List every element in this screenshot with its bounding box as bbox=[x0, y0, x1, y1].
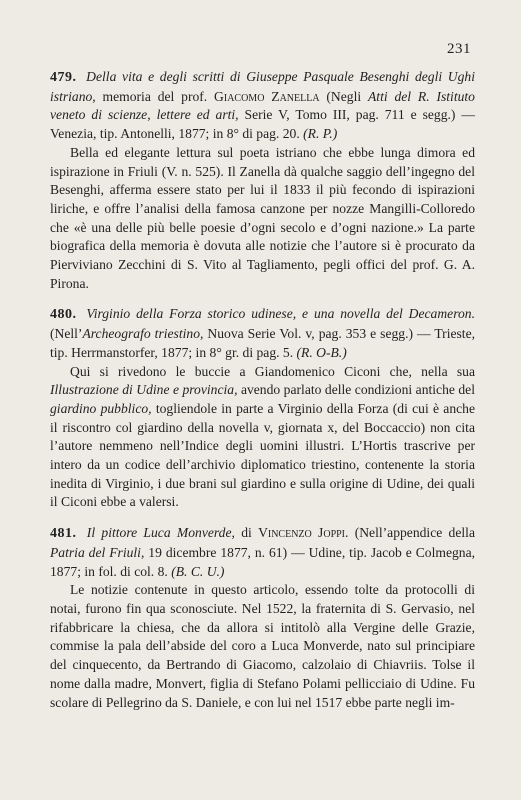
work-title: Della vita e degli scritti di Giuseppe Pasquale Besenghi degli Ughi istriano, bbox=[50, 69, 475, 104]
author-name: Vincenzo Joppi. bbox=[258, 525, 349, 541]
citation-text: memoria del prof. bbox=[95, 88, 215, 104]
entry-body bbox=[50, 363, 475, 513]
entry-body: Le notizie contenute in questo articolo, essendo tolte da protocolli di notai, furono fin qua sconosciute. Nel 1522, la fraternita di S. Gervasio, nel rifabbricare la chiesa, che da allora si intitolò alla Vergine delle Grazie, commise la pala dell’abside del coro a Luca Monverde, nato sul principiare del cinquecento, da Bertrando di Giacomo, calzolaio di Chiavriis. Tolse il nome dalla madre, Monvert, figlia di Stefano Polami pellicciaio di Udine. Fu scolare di Pellegrino da S. Daniele, e con lui nel 1517 ebbe parte negli im- bbox=[50, 582, 475, 710]
bibliography-entry bbox=[50, 524, 475, 712]
citation-text: Serie V, Tomo III, pag. 711 e segg.) — Venezia, tip. Antonelli, 1877; in 8° di pag. 20. bbox=[50, 107, 475, 142]
cited-work-title: Illustrazione di Udine e provincia, bbox=[50, 382, 238, 398]
citation-text: di bbox=[234, 525, 259, 541]
work-title: Virginio della Forza storico udinese, e una novella del Decameron. bbox=[86, 306, 475, 322]
library-siglum: (B. C. U.) bbox=[171, 563, 225, 579]
citation-text: Nuova Serie Vol. v, pag. 353 e segg.) — Trieste, tip. Herrmanstorfer, 1877; in 8° gr. di pag. 5. bbox=[50, 326, 476, 360]
journal-title: Patria del Friuli, bbox=[50, 544, 145, 560]
emphasized-term: giardino pubblico, bbox=[50, 400, 152, 416]
bibliography-entry bbox=[50, 305, 475, 512]
entry-citation bbox=[50, 305, 475, 362]
body-text: togliendole in parte a Virginio della Forza (di cui è anche il riscontro col giardino della novella v, giornata x, del Boccaccio) non cita l’autore nemmeno nell’Indice degli uomini illustri. L’Hortis trascrive per intero da un codice dell’archivio diplomatico triestino, contenente la storia inedita di Virginio, i due brani sul giardino e sulla origine di Udine, dei quali il Ciconi ebbe a valersi. bbox=[50, 400, 475, 510]
citation-text: (Negli bbox=[319, 88, 368, 104]
author-name: Giacomo Zanella bbox=[214, 88, 320, 104]
citation-text: (Nell’appendice della bbox=[348, 525, 475, 541]
library-siglum: (R. O-B.) bbox=[296, 344, 347, 360]
citation-text: (Nell’ bbox=[50, 326, 83, 342]
library-siglum: (R. P.) bbox=[303, 126, 338, 142]
entry-number: 480. bbox=[50, 307, 77, 323]
bibliography-entry bbox=[50, 68, 475, 293]
entry-body: Bella ed elegante lettura sul poeta istriano che ebbe lunga dimora ed ispirazione in Friuli (V. n. 525). Il Zanella dà qualche saggio dell’ingegno del Besenghi, afferma essere stato per lui il 1833 il più fecondo di ispirazioni liriche, e offre l’analisi della famosa canzone per nozze Mangilli-Colloredo che «è una delle più belle poesie d’ogni secolo e d’ogni nazione.» La parte biografica della memoria è dovuta alle notizie che l’autore si è procurato da Pierviviano Zecchini di S. Vito al Tagliamento, pegli offici del prof. G. A. Pirona. bbox=[50, 144, 475, 291]
body-text: Qui si rivedono le buccie a Giandomenico Ciconi che, nella sua bbox=[70, 363, 475, 379]
citation-text: 19 dicembre 1877, n. 61) — Udine, tip. Jacob e Colmegna, 1877; in fol. di col. 8. bbox=[50, 544, 476, 579]
body-text: avendo parlato delle condizioni antiche del bbox=[237, 382, 475, 398]
work-title: Il pittore Luca Monverde, bbox=[86, 525, 235, 541]
entry-number: 479. bbox=[50, 70, 77, 85]
entry-number: 481. bbox=[50, 526, 77, 542]
journal-title: Archeografo triestino, bbox=[82, 326, 204, 342]
page-number: 231 bbox=[447, 41, 471, 57]
entry-citation bbox=[50, 68, 475, 144]
entry-citation bbox=[50, 524, 475, 581]
journal-title: Atti del R. Istituto veneto di scienze, lettere ed arti, bbox=[50, 88, 475, 123]
